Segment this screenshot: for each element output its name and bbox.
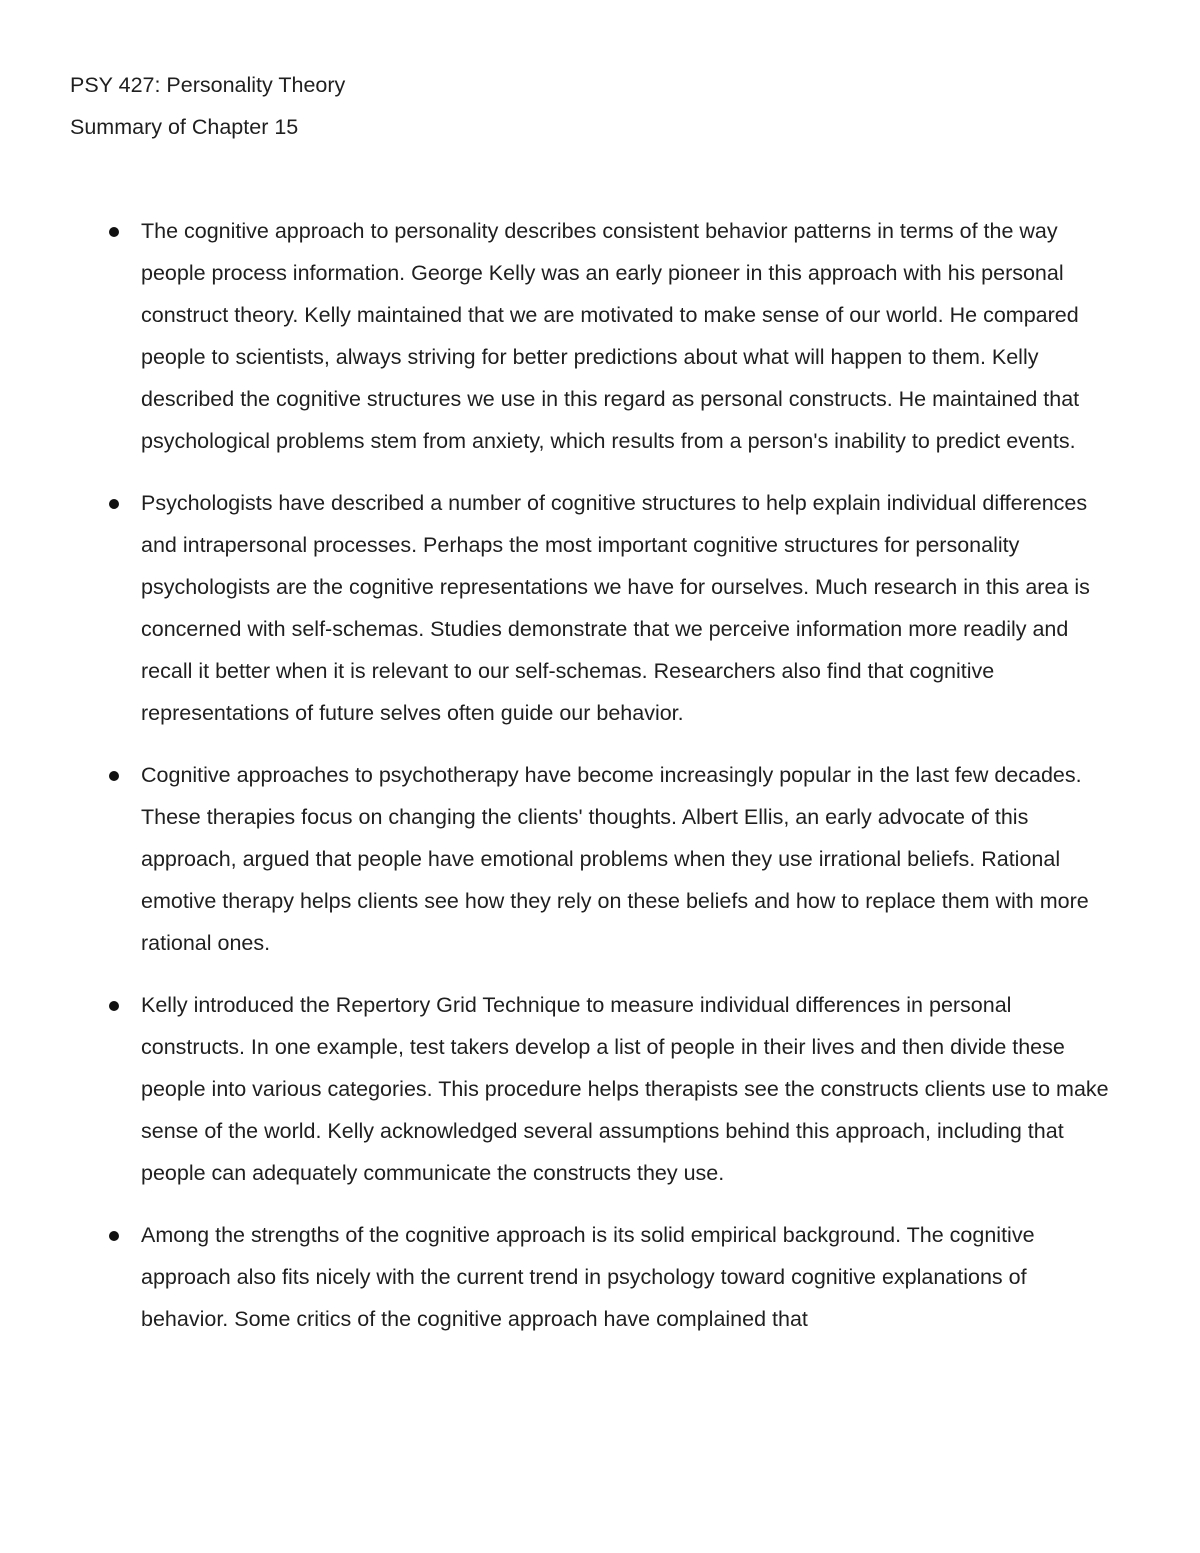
bullet-text: Among the strengths of the cognitive approach is its solid empirical background. The cognitive approach also fits nicely with the current trend in psychology toward cognitive explanations of behavior. Some critics of the cognitive approach have complained that [141,1223,1035,1331]
summary-bullet-2 [0,482,1117,734]
bullet-dot-icon [109,227,119,237]
summary-bullet-list [0,210,1200,1360]
summary-bullet-5 [0,1214,1117,1340]
chapter-title: Summary of Chapter 15 [70,115,299,139]
bullet-dot-icon [109,1001,119,1011]
summary-bullet-3 [0,754,1117,964]
bullet-text: Cognitive approaches to psychotherapy have become increasingly popular in the last few decades. These therapies focus on changing the clients' thoughts. Albert Ellis, an early advocate of this approach, argued that people have emotional problems when they use irrational beliefs. Rational emotive therapy helps clients see how they rely on these beliefs and how to replace them with more rational ones. [141,763,1089,955]
bullet-dot-icon [109,771,119,781]
bullet-text: The cognitive approach to personality describes consistent behavior patterns in terms of the way people process information. George Kelly was an early pioneer in this approach with his personal construct theory. Kelly maintained that we are motivated to make sense of our world. He compared people to scientists, always striving for better predictions about what will happen to them. Kelly described the cognitive structures we use in this regard as personal constructs. He maintained that psychological problems stem from anxiety, which results from a person's inability to predict events. [141,219,1080,453]
summary-bullet-4 [0,984,1117,1194]
bullet-text: Kelly introduced the Repertory Grid Technique to measure individual differences in personal constructs. In one example, test takers develop a list of people in their lives and then divide these people into various categories. This procedure helps therapists see the constructs clients use to make sense of the world. Kelly acknowledged several assumptions behind this approach, including that people can adequately communicate the constructs they use. [141,993,1109,1185]
bullet-dot-icon [109,499,119,509]
bullet-dot-icon [109,1231,119,1241]
course-title: PSY 427: Personality Theory [70,73,346,97]
bullet-text: Psychologists have described a number of cognitive structures to help explain individual differences and intrapersonal processes. Perhaps the most important cognitive structures for personality psychologists are the cognitive representations we have for ourselves. Much research in this area is concerned with self-schemas. Studies demonstrate that we perceive information more readily and recall it better when it is relevant to our self-schemas. Researchers also find that cognitive representations of future selves often guide our behavior. [141,491,1090,725]
summary-bullet-1 [0,210,1117,462]
